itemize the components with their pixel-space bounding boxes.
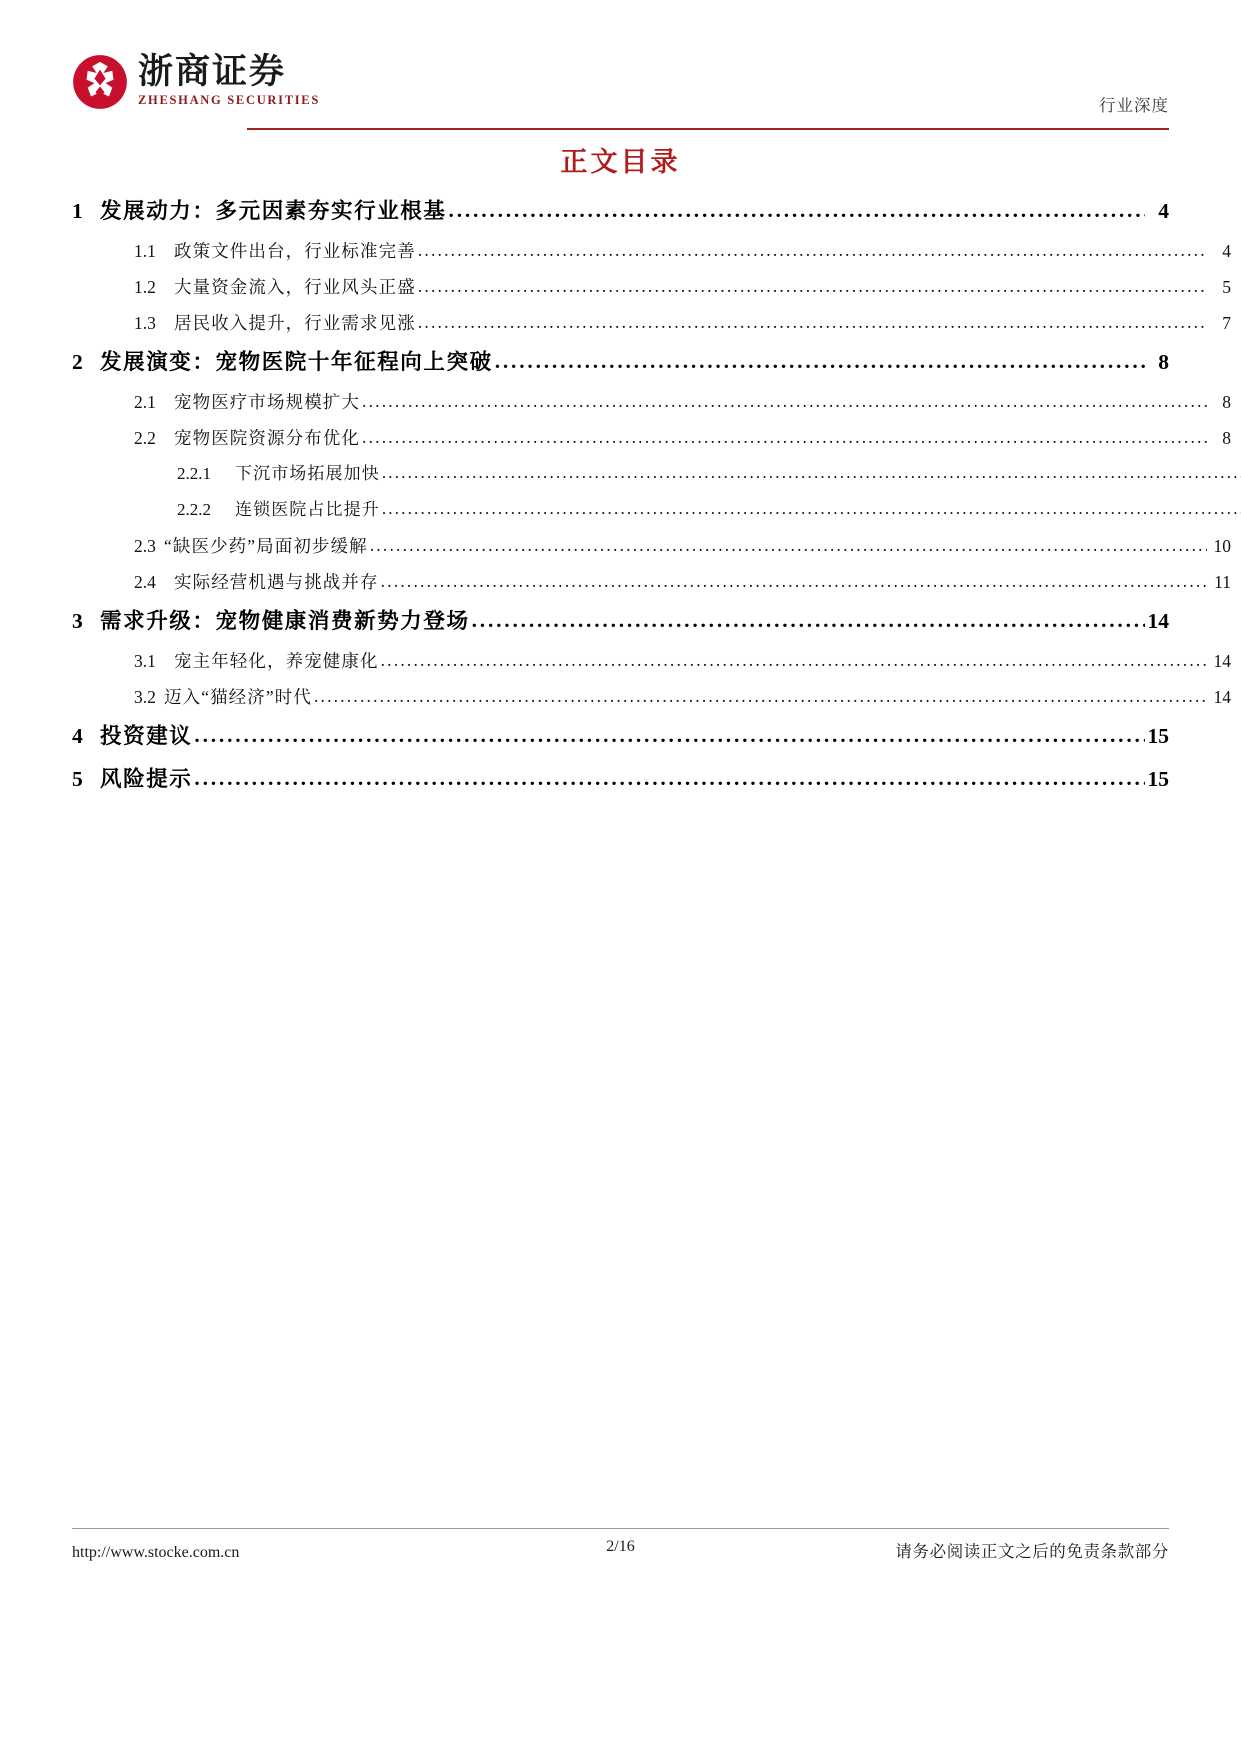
toc-entry-number: 2.2: [134, 428, 156, 448]
toc-entry-text: 需求升级：宠物健康消费新势力登场: [100, 609, 470, 633]
header-divider-gap: [72, 127, 247, 130]
logo-text: [138, 52, 320, 108]
toc-entry-page-number: 11: [1214, 572, 1231, 592]
toc-entry-page-number: 7: [1222, 313, 1231, 333]
toc-entry-page-number: 14: [1213, 687, 1231, 707]
company-logo: [72, 52, 320, 110]
toc-entry[interactable]: [72, 600, 1169, 643]
toc-entry-number: 3.2: [134, 687, 156, 707]
toc-entry[interactable]: [72, 492, 1241, 528]
toc-entry-label: [134, 564, 379, 600]
toc-entry-text: 风险提示: [100, 767, 193, 791]
toc-leader-dots: [418, 304, 1207, 340]
toc-entry-label: [134, 384, 360, 420]
toc-entry-page-number: 14: [1147, 609, 1169, 633]
toc-entry-label: [134, 269, 416, 305]
toc-entry[interactable]: [72, 643, 1231, 679]
toc-entry-number: 2.3: [134, 536, 156, 556]
toc-entry[interactable]: [72, 456, 1241, 492]
toc-entry-label: [72, 341, 493, 384]
page-header: [72, 52, 1169, 130]
toc-leader-dots: [418, 232, 1207, 268]
toc-entry-number: 1.3: [134, 313, 156, 333]
toc-entry-page-number: 5: [1222, 277, 1231, 297]
toc-leader-dots: [418, 268, 1207, 304]
toc-entry[interactable]: [72, 758, 1169, 801]
toc-entry-number: 3: [72, 609, 83, 633]
toc-entry-label: [134, 528, 368, 564]
toc-entry[interactable]: [72, 269, 1231, 305]
toc-entry-page-number: 8: [1222, 428, 1231, 448]
footer-divider: [72, 1528, 1169, 1529]
toc-leader-dots: [370, 527, 1207, 563]
toc-entry-page-number: 15: [1147, 767, 1169, 791]
logo-company-name-en: ZHESHANG SECURITIES: [138, 93, 321, 107]
toc-entry-text: 宠物医院资源分布优化: [174, 428, 360, 448]
page-footer: [72, 1528, 1169, 1572]
toc-leader-dots: [314, 678, 1207, 714]
footer-disclaimer: 请务必阅读正文之后的免责条款部分: [895, 1542, 1169, 1561]
toc-entry-page-number: 4: [1222, 241, 1231, 261]
logo-company-name-cn: 浙商证券: [138, 52, 287, 91]
toc-leader-dots: [194, 757, 1145, 800]
toc-leader-dots: [381, 642, 1207, 678]
toc-entry-number: 2.1: [134, 392, 156, 412]
toc-leader-dots: [382, 491, 1241, 527]
toc-entry-label: [177, 492, 380, 528]
toc-leader-dots: [194, 714, 1145, 757]
toc-entry[interactable]: [72, 384, 1231, 420]
toc-entry-number: 1.1: [134, 241, 156, 261]
page-title: 正文目录: [560, 147, 681, 177]
toc-entry-page-number: 8: [1222, 392, 1231, 412]
toc-entry-page-number: 15: [1147, 724, 1169, 748]
toc-entry-label: [72, 715, 192, 758]
toc-entry[interactable]: [72, 420, 1231, 456]
footer-website-url[interactable]: http://www.stocke.com.cn: [72, 1544, 240, 1561]
toc-entry-number: 5: [72, 767, 83, 791]
toc-entry-text: 宠物医疗市场规模扩大: [174, 392, 360, 412]
toc-entry-text: 居民收入提升，行业需求见涨: [174, 313, 416, 333]
toc-entry-text: 大量资金流入，行业风头正盛: [174, 277, 416, 297]
toc-leader-dots: [495, 340, 1145, 383]
toc-leader-dots: [362, 383, 1207, 419]
toc-entry-number: 1: [72, 199, 83, 223]
toc-leader-dots: [381, 563, 1207, 599]
toc-entry-number: 4: [72, 724, 83, 748]
toc-leader-dots: [382, 455, 1241, 491]
toc-entry[interactable]: [72, 233, 1231, 269]
report-type-label: 行业深度: [1099, 96, 1169, 115]
toc-leader-dots: [449, 189, 1145, 232]
toc-entry-number: 3.1: [134, 651, 156, 671]
toc-entry-page-number: 8: [1158, 350, 1169, 374]
toc-entry-text: 下沉市场拓展加快: [235, 464, 380, 483]
toc-entry-label: [177, 456, 380, 492]
toc-entry[interactable]: [72, 190, 1169, 233]
toc-entry-number: 2.2.1: [177, 464, 211, 483]
toc-entry-text: “缺医少药”局面初步缓解: [164, 536, 368, 556]
table-of-contents: [72, 190, 1231, 801]
toc-entry[interactable]: [72, 564, 1231, 600]
footer-page-indicator: 2/16: [606, 1538, 635, 1555]
toc-entry[interactable]: [72, 679, 1231, 715]
toc-entry-number: 1.2: [134, 277, 156, 297]
zheshang-securities-logo-icon: [72, 54, 128, 110]
toc-entry[interactable]: [72, 715, 1169, 758]
toc-entry[interactable]: [72, 305, 1231, 341]
toc-entry-number: 2: [72, 350, 83, 374]
toc-entry-label: [72, 758, 192, 801]
toc-entry-label: [72, 600, 470, 643]
toc-entry-page-number: 14: [1213, 651, 1231, 671]
toc-entry-label: [134, 679, 312, 715]
toc-entry-label: [134, 420, 360, 456]
toc-entry-text: 投资建议: [100, 724, 193, 748]
toc-entry-text: 迈入“猫经济”时代: [164, 687, 312, 707]
toc-entry-label: [134, 643, 379, 679]
toc-entry[interactable]: [72, 528, 1231, 564]
toc-entry-number: 2.2.2: [177, 500, 211, 519]
toc-entry-text: 政策文件出台，行业标准完善: [174, 241, 416, 261]
toc-entry-page-number: 10: [1213, 536, 1231, 556]
toc-entry-label: [134, 233, 416, 269]
toc-leader-dots: [362, 419, 1207, 455]
toc-entry-text: 发展演变：宠物医院十年征程向上突破: [100, 350, 493, 374]
toc-entry-text: 发展动力：多元因素夯实行业根基: [100, 199, 447, 223]
toc-entry-label: [134, 305, 416, 341]
toc-entry-text: 实际经营机遇与挑战并存: [174, 572, 379, 592]
toc-entry[interactable]: [72, 341, 1169, 384]
toc-entry-label: [72, 190, 447, 233]
toc-entry-page-number: 4: [1158, 199, 1169, 223]
toc-entry-number: 2.4: [134, 572, 156, 592]
toc-leader-dots: [472, 599, 1145, 642]
toc-entry-text: 连锁医院占比提升: [235, 500, 380, 519]
toc-entry-text: 宠主年轻化，养宠健康化: [174, 651, 379, 671]
